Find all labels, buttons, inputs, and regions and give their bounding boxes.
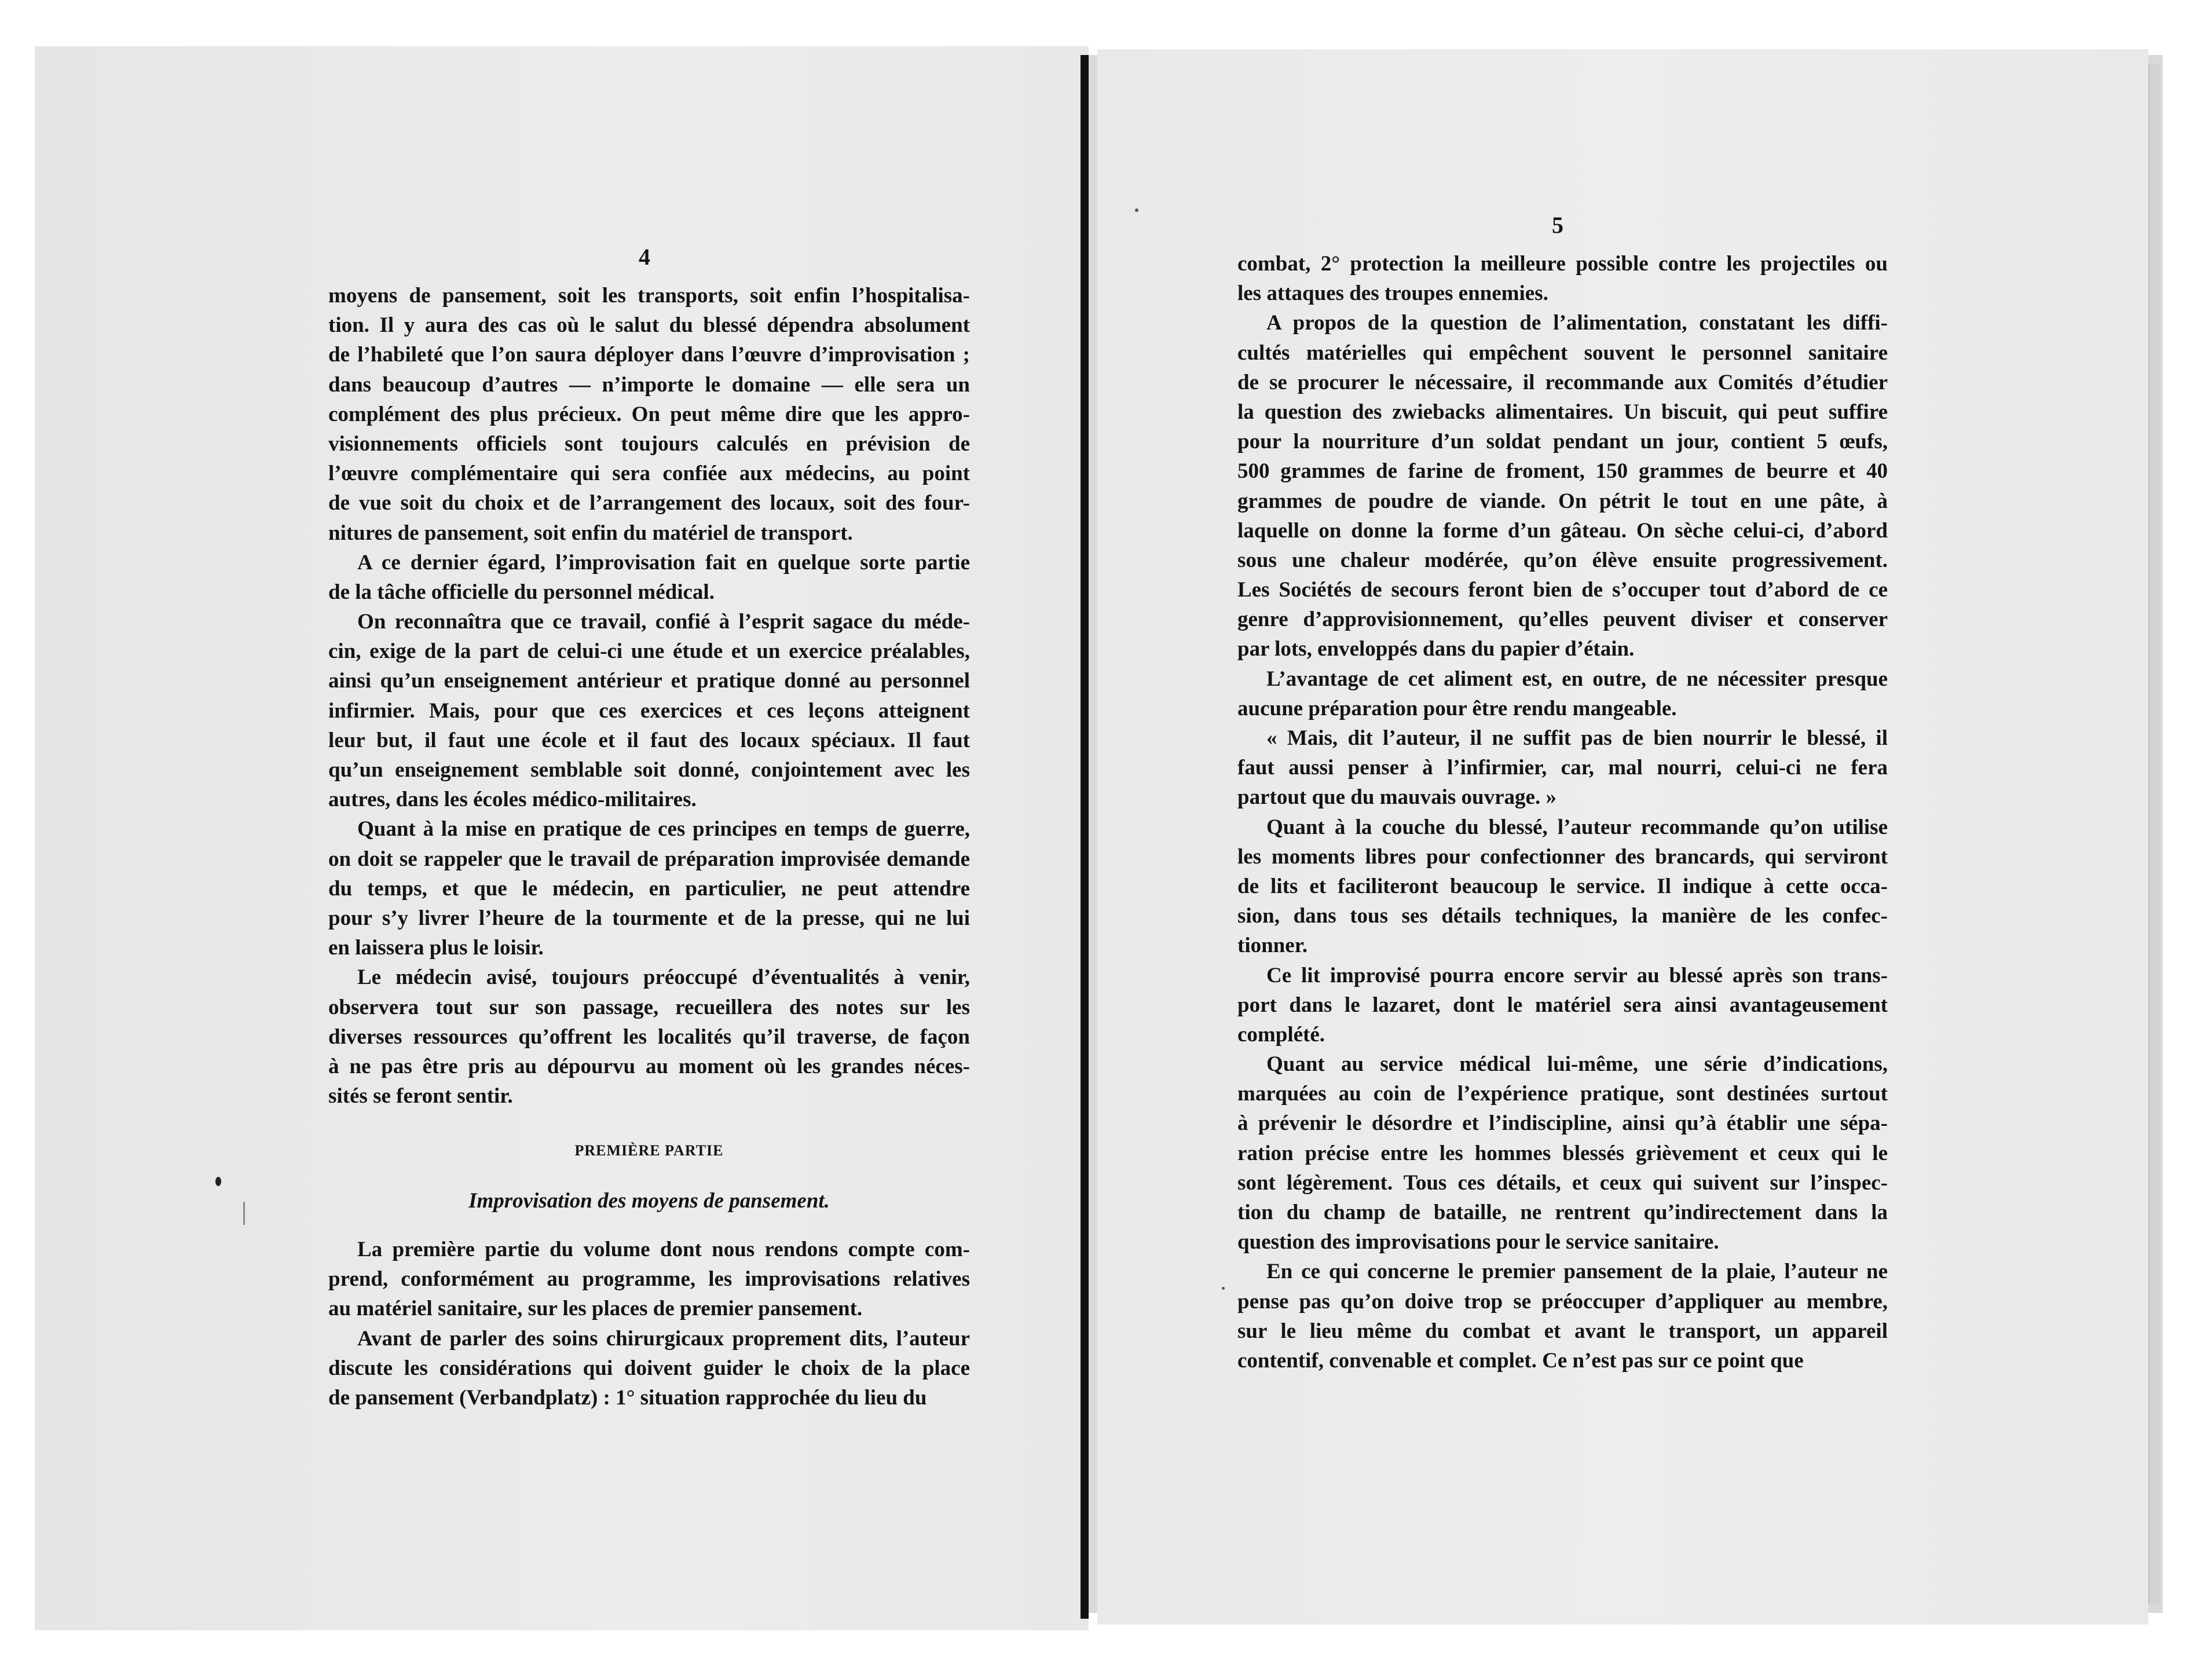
text-line: diverses ressources qu’offrent les localités qu’il traverse, de façon bbox=[328, 1025, 970, 1049]
text-line: tion. Il y aura des cas où le salut du blessé dépendra absolument bbox=[328, 313, 970, 338]
text-line: contentif, convenable et complet. Ce n’est pas sur ce point que bbox=[1237, 1348, 1804, 1373]
dust-speck bbox=[1222, 1287, 1225, 1290]
dust-speck bbox=[1135, 208, 1138, 212]
text-line: sion, dans tous ses détails techniques, la manière de les confec- bbox=[1237, 904, 1888, 928]
text-line: tionner. bbox=[1237, 934, 1308, 958]
text-line: Le médecin avisé, toujours préoccupé d’éventualités à venir, bbox=[357, 965, 970, 990]
text-line: L’avantage de cet aliment est, en outre, de ne nécessiter presque bbox=[1266, 667, 1888, 691]
text-line: tion du champ de bataille, ne rentrent qu’indirectement dans la bbox=[1237, 1201, 1888, 1224]
text-line: de pansement (Verbandplatz) : 1° situation rapprochée du lieu du bbox=[328, 1385, 927, 1410]
text-line: marquées au coin de l’expérience pratique, sont destinées surtout bbox=[1237, 1082, 1888, 1106]
text-line: de la tâche officielle du personnel médical. bbox=[328, 580, 715, 604]
text-line: nitures de pansement, soit enfin du matériel de transport. bbox=[328, 521, 853, 545]
text-line: moyens de pansement, soit les transports, soit enfin l’hospitalisa- bbox=[328, 284, 970, 308]
text-line: infirmier. Mais, pour que ces exercices et ces leçons atteignent bbox=[328, 698, 970, 723]
text-line: combat, 2° protection la meilleure possible contre les projectiles ou bbox=[1237, 252, 1888, 276]
text-line: « Mais, dit l’auteur, il ne suffit pas de bien nourrir le blessé, il bbox=[1266, 726, 1888, 750]
text-line: A propos de la question de l’alimentation, constatant les diffi- bbox=[1266, 311, 1888, 335]
right-page-edge bbox=[2148, 64, 2160, 1604]
left-page-body-top bbox=[328, 281, 970, 1111]
text-line: grammes de poudre de viande. On pétrit le tout en une pâte, à bbox=[1237, 489, 1888, 513]
text-line: du temps, et que le médecin, en particulier, ne peut attendre bbox=[328, 876, 970, 901]
text-line: autres, dans les écoles médico-militaires. bbox=[328, 788, 697, 812]
pencil-mark bbox=[243, 1202, 245, 1225]
text-line: observera tout sur son passage, recueillera des notes sur les bbox=[328, 995, 970, 1019]
text-line: Quant à la couche du blessé, l’auteur recommande qu’on utilise bbox=[1266, 815, 1888, 839]
text-line: faut aussi penser à l’infirmier, car, mal nourri, celui-ci ne fera bbox=[1237, 756, 1888, 780]
text-line: Quant au service médical lui-même, une série d’indications, bbox=[1266, 1052, 1888, 1077]
left-page-number: 4 bbox=[639, 244, 650, 270]
text-line: par lots, enveloppés dans du papier d’étain. bbox=[1237, 637, 1635, 661]
text-line: les moments libres pour confectionner des brancards, qui serviront bbox=[1237, 844, 1888, 869]
text-line: de l’habileté que l’on saura déployer dans l’œuvre d’improvisation ; bbox=[328, 343, 970, 367]
text-line: genre d’approvisionnement, qu’elles peuvent diviser et conserver bbox=[1237, 608, 1888, 632]
text-line: laquelle on donne la forme d’un gâteau. On sèche celui-ci, d’abord bbox=[1237, 518, 1888, 543]
text-line: dans beaucoup d’autres — n’importe le domaine — elle sera un bbox=[328, 372, 970, 397]
text-line: en laissera plus le loisir. bbox=[328, 936, 544, 960]
text-line: Quant à la mise en pratique de ces principes en temps de guerre, bbox=[357, 817, 970, 842]
text-line: sur le lieu même du combat et avant le transport, un appareil bbox=[1237, 1319, 1888, 1343]
text-line: A ce dernier égard, l’improvisation fait en quelque sorte partie bbox=[357, 550, 970, 575]
text-line: Avant de parler des soins chirurgicaux proprement dits, l’auteur bbox=[357, 1326, 970, 1351]
text-line: au matériel sanitaire, sur les places de premier pansement. bbox=[328, 1297, 863, 1321]
text-line: pour la nourriture d’un soldat pendant un jour, contient 5 œufs, bbox=[1237, 430, 1888, 454]
text-line: pour s’y livrer l’heure de la tourmente et de la presse, qui ne lui bbox=[328, 906, 970, 930]
left-page-body-bottom bbox=[328, 1235, 970, 1413]
text-line: complété. bbox=[1237, 1022, 1325, 1047]
text-line: partout que du mauvais ouvrage. » bbox=[1237, 785, 1557, 810]
section-title: PREMIÈRE PARTIE bbox=[574, 1142, 724, 1159]
text-line: à prévenir le désordre et l’indiscipline, ainsi qu’à établir une sépa- bbox=[1237, 1111, 1888, 1136]
text-line: de se procurer le nécessaire, il recommande aux Comités d’étudier bbox=[1237, 370, 1888, 394]
text-line: de lits et faciliteront beaucoup le service. Il indique à cette occa- bbox=[1237, 874, 1888, 898]
right-page-number: 5 bbox=[1552, 212, 1563, 238]
text-line: sités se feront sentir. bbox=[328, 1084, 513, 1108]
text-line: l’œuvre complémentaire qui sera confiée aux médecins, au point bbox=[328, 462, 970, 486]
text-line: discute les considérations qui doivent guider le choix de la place bbox=[328, 1356, 970, 1380]
text-line: question des improvisations pour le service sanitaire. bbox=[1237, 1230, 1719, 1254]
text-line: port dans le lazaret, dont le matériel sera ainsi avantageusement bbox=[1237, 993, 1888, 1017]
text-line: de vue soit du choix et de l’arrangement des locaux, soit des four- bbox=[328, 491, 970, 515]
text-line: sous une chaleur modérée, qu’on élève ensuite progressivement. bbox=[1237, 548, 1888, 572]
text-line: ration précise entre les hommes blessés grièvement et ceux qui le bbox=[1237, 1141, 1888, 1165]
right-page-body bbox=[1237, 249, 1888, 1375]
text-line: sont légèrement. Tous ces détails, et ceux qui suivent sur l’inspec- bbox=[1237, 1170, 1888, 1195]
text-line: cultés matérielles qui empêchent souvent le personnel sanitaire bbox=[1237, 341, 1888, 365]
ink-speck bbox=[215, 1177, 221, 1186]
text-line: prend, conformément au programme, les improvisations relatives bbox=[328, 1267, 970, 1291]
text-line: En ce qui concerne le premier pansement de la plaie, l’auteur ne bbox=[1266, 1260, 1888, 1284]
text-line: La première partie du volume dont nous rendons compte com- bbox=[357, 1238, 970, 1261]
text-line: Ce lit improvisé pourra encore servir au blessé après son trans- bbox=[1266, 963, 1888, 987]
text-line: aucune préparation pour être rendu mangeable. bbox=[1237, 696, 1677, 720]
text-line: leur but, il faut une école et il faut des locaux spéciaux. Il faut bbox=[328, 728, 970, 752]
book-spine bbox=[1081, 55, 1089, 1619]
text-line: qu’un enseignement semblable soit donné, conjointement avec les bbox=[328, 758, 970, 782]
text-line: les attaques des troupes ennemies. bbox=[1237, 281, 1548, 306]
text-line: à ne pas être pris au dépourvu au moment où les grandes néces- bbox=[328, 1054, 970, 1078]
text-line: complément des plus précieux. On peut même dire que les appro- bbox=[328, 402, 970, 426]
text-line: pense pas qu’on doive trop se préoccuper d’appliquer au membre, bbox=[1237, 1289, 1888, 1314]
text-line: Les Sociétés de secours feront bien de s’occuper tout d’abord de ce bbox=[1237, 578, 1888, 602]
text-line: on doit se rappeler que le travail de préparation improvisée demande bbox=[328, 847, 970, 871]
text-line: On reconnaîtra que ce travail, confié à l’esprit sagace du méde- bbox=[357, 610, 970, 634]
text-line: la question des zwiebacks alimentaires. Un biscuit, qui peut suffire bbox=[1237, 400, 1888, 424]
text-line: 500 grammes de farine de froment, 150 grammes de beurre et 40 bbox=[1237, 459, 1888, 484]
text-line: cin, exige de la part de celui-ci une étude et un exercice préalables, bbox=[328, 639, 970, 664]
text-line: ainsi qu’un enseignement antérieur et pratique donné au personnel bbox=[328, 669, 970, 693]
section-subtitle: Improvisation des moyens de pansement. bbox=[468, 1189, 830, 1213]
text-line: visionnements officiels sont toujours calculés en prévision de bbox=[328, 431, 970, 456]
